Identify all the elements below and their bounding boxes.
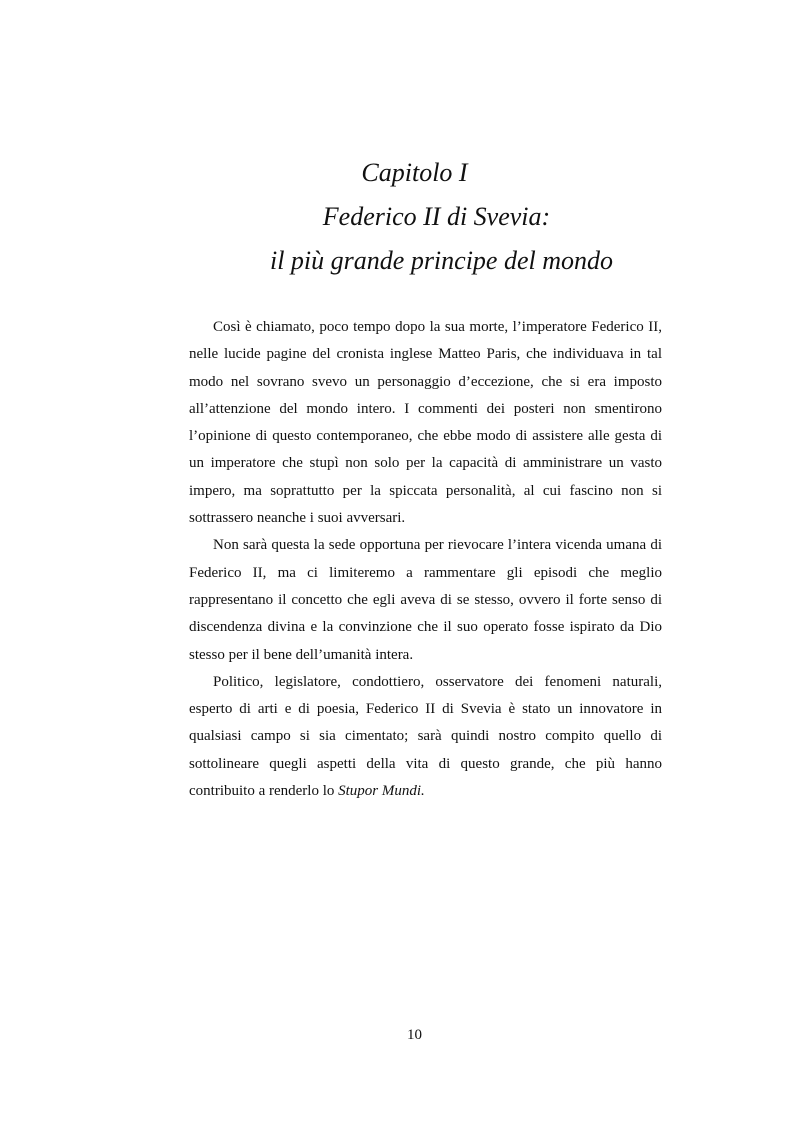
body-text <box>189 314 662 805</box>
paragraph-3 <box>189 669 662 805</box>
paragraph-3-text: Politico, legislatore, condottiero, osservatore dei fenomeni naturali, esperto di arti e di poesia, Federico II di Svevia è stato un innovatore in qualsiasi campo si sia cimentato; sarà quindi nostro compito quello di sottolineare quegli aspetti della vita di questo grande, che più hanno contribuito a renderlo lo <box>189 673 662 800</box>
paragraph-2: Non sarà questa la sede opportuna per rievocare l’intera vicenda umana di Federico II, ma ci limiteremo a rammentare gli episodi che meglio rappresentano il concetto che egli aveva di se stesso, ovvero il forte senso di discendenza divina e la convinzione che il suo operato fosse ispirato da Dio stesso per il bene dell’umanità intera. <box>189 537 662 663</box>
chapter-heading <box>0 151 793 283</box>
stupor-mundi-emphasis: Stupor Mundi. <box>338 783 425 800</box>
chapter-title-line-1: Federico II di Svevia: <box>322 202 551 231</box>
chapter-label: Capitolo I <box>361 158 468 187</box>
page-number: 10 <box>407 1027 422 1043</box>
paragraph-1: Così è chiamato, poco tempo dopo la sua morte, l’imperatore Federico II, nelle lucide pagine del cronista inglese Matteo Paris, che individuava in tal modo nel sovrano svevo un personaggio d’eccezione, che si era imposto all’attenzione del mondo intero. I commenti dei posteri non smentirono l’opinione di questo contemporaneo, che ebbe modo di assistere alle gesta di un imperatore che stupì non solo per la capacità di amministrare un vasto impero, ma soprattutto per la spiccata personalità, al cui fascino non si sottrassero neanche i suoi avversari. <box>189 319 662 527</box>
chapter-title-line-2: il più grande principe del mondo <box>269 246 613 275</box>
